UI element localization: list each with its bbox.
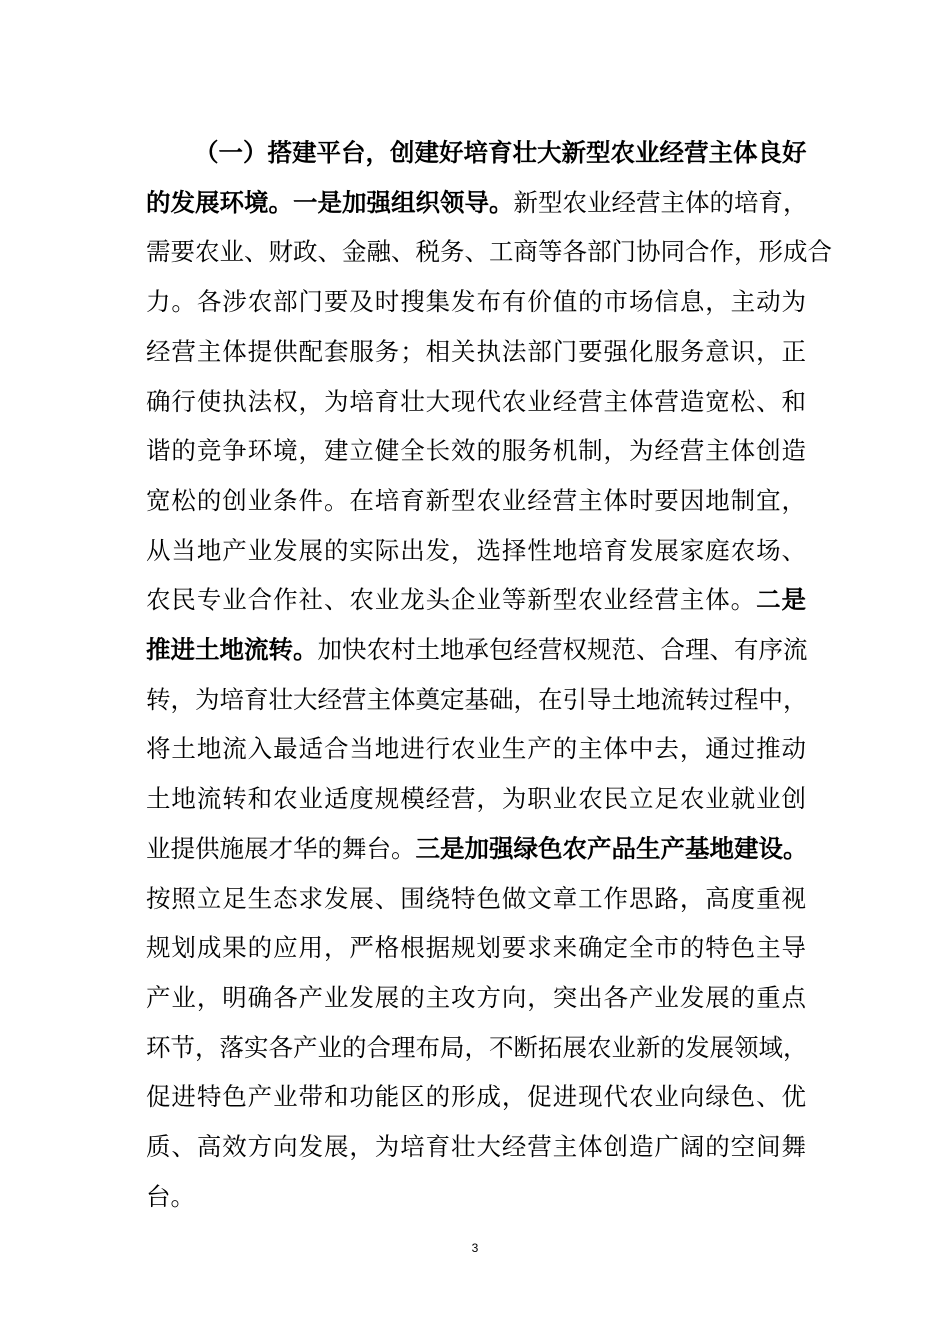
text-segment: 质、高效方向发展，为培育壮大经营主体创造广阔的空间舞 xyxy=(146,1132,806,1161)
text-line xyxy=(146,426,806,476)
text-line xyxy=(146,774,806,824)
text-line xyxy=(146,1122,806,1172)
bold-text-segment: （一）搭建平台，创建好培育壮大新型农业经营主体良好 xyxy=(194,138,807,167)
text-line xyxy=(146,973,806,1023)
text-segment: 需要农业、财政、金融、税务、工商等各部门协同合作，形成合 xyxy=(146,237,832,267)
text-segment: 将土地流入最适合当地进行农业生产的主体中去，通过推动 xyxy=(146,734,806,764)
text-line xyxy=(194,128,806,178)
text-segment: 加快农村土地承包经营权规范、合理、有序流 xyxy=(317,635,808,664)
text-segment: 经营主体提供配套服务；相关执法部门要强化服务意识，正 xyxy=(146,336,806,366)
text-segment: 促进特色产业带和功能区的形成，促进现代农业向绿色、优 xyxy=(146,1082,806,1112)
text-line xyxy=(146,526,806,576)
text-line xyxy=(146,824,806,874)
text-line xyxy=(146,476,806,526)
text-segment: 宽松的创业条件。在培育新型农业经营主体时要因地制宜， xyxy=(146,485,806,515)
text-segment: 规划成果的应用，严格根据规划要求来确定全市的特色主导 xyxy=(146,933,806,963)
text-segment: 台。 xyxy=(146,1181,195,1211)
text-line xyxy=(146,575,806,625)
text-line xyxy=(146,923,806,973)
text-line xyxy=(146,724,806,774)
text-segment: 谐的竞争环境，建立健全长效的服务机制，为经营主体创造 xyxy=(146,436,806,466)
text-segment: 力。各涉农部门要及时搜集发布有价值的市场信息，主动为 xyxy=(146,287,806,317)
text-segment: 从当地产业发展的实际出发，选择性地培育发展家庭农场、 xyxy=(146,535,806,565)
text-line xyxy=(146,625,806,675)
bold-text-segment: 的发展环境。一是加强组织领导。 xyxy=(146,187,514,217)
text-line xyxy=(146,675,806,725)
text-segment: 土地流转和农业适度规模经营，为职业农民立足农业就业创 xyxy=(146,784,806,814)
bold-text-segment: 二是 xyxy=(756,585,806,615)
text-segment: 新型农业经营主体的培育， xyxy=(513,187,808,217)
text-line xyxy=(146,327,806,377)
text-line xyxy=(146,377,806,427)
text-line xyxy=(146,277,806,327)
bold-text-segment: 推进土地流转。 xyxy=(146,635,318,664)
text-segment: 产业，明确各产业发展的主攻方向，突出各产业发展的重点 xyxy=(146,982,806,1012)
bold-text-segment: 三是加强绿色农产品生产基地建设。 xyxy=(415,833,808,863)
text-line xyxy=(146,874,806,924)
text-segment: 环节，落实各产业的合理布局，不断拓展农业新的发展领域， xyxy=(146,1032,808,1062)
page-number: 3 xyxy=(471,1241,479,1255)
text-line xyxy=(146,178,806,228)
text-line xyxy=(146,1023,806,1073)
text-line xyxy=(146,1072,806,1122)
text-segment: 按照立足生态求发展、围绕特色做文章工作思路，高度重视 xyxy=(146,883,806,913)
text-segment: 转，为培育壮大经营主体奠定基础，在引导土地流转过程中， xyxy=(146,684,808,714)
text-segment: 业提供施展才华的舞台。 xyxy=(146,833,416,863)
text-segment: 农民专业合作社、农业龙头企业等新型农业经营主体。 xyxy=(146,585,757,615)
text-segment: 确行使执法权，为培育壮大现代农业经营主体营造宽松、和 xyxy=(146,386,806,416)
text-line xyxy=(146,1172,806,1222)
text-line xyxy=(146,227,832,277)
